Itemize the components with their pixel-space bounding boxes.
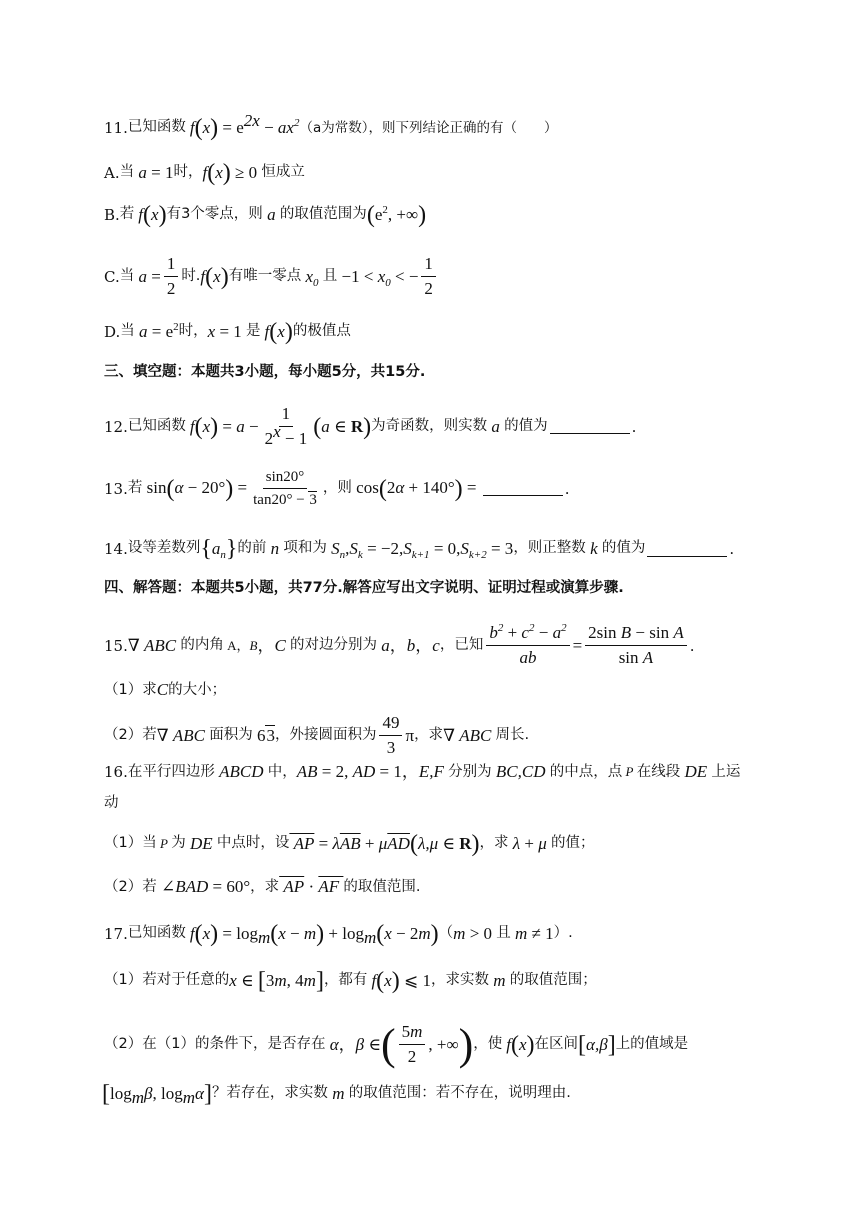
q13-text: 若 (127, 479, 143, 496)
question-11: 11. 已知函数 f ( x ) = $e^{2x}$ − $ax^2$ （a为常数），则下列结论正确的有（ ） (104, 110, 558, 141)
option-b-label: B. (104, 206, 120, 224)
question-15: 15. ∇ ABC 的内角 A， B ， C 的对边分别为 a ， b ， c ，已知 $\frac{b^2 + c^2 - a^2}{ab}$ = $\frac{\text{2sin B − sin A}}{\text{sin A}}$ . (104, 622, 695, 668)
q11-number: 11. (104, 119, 128, 137)
q15-number: 15. (104, 636, 128, 655)
section-3-heading: 三、填空题：本题共3小题，每小题5分，共15分. (104, 364, 426, 380)
q14-answer-blank[interactable] (647, 542, 727, 557)
q11-option-a: A. 当 a = 1 时， f ( x ) ≥ 0 恒成立 (104, 160, 305, 186)
q16-part-1: （1）当 P 为 DE 中点时，设 AP = λ $\overline{AB}$ + μ $\overline{AD}$ ( λ,μ ∈ R ) ，求 λ + μ 的值； (104, 831, 595, 857)
q11-option-d: D. 当 a = $e^2$ 时， x = 1 是 f ( x ) 的极值点 (104, 319, 351, 345)
q12-number: 12. (104, 417, 128, 436)
question-16: 16. 在平行四边形 ABCD 中， AB = 2, AD = 1 ， E,F 分别为 BC,CD 的中点，点 P 在线段 DE 上运 (104, 762, 741, 782)
q16-number: 16. (104, 763, 128, 782)
q11-note: （a为常数），则下列结论正确的有（ ） (299, 119, 558, 136)
option-d-label: D. (104, 323, 121, 341)
q14-text: 设等差数列 (127, 540, 201, 557)
question-13: 13. 若 sin ( α − 20° ) = $\frac{\sin 20^\circ}{\tan 20^\circ - 3}$ ，则 cos ( 2 α + 140° ) = . (104, 469, 570, 508)
q13-answer-blank[interactable] (483, 481, 563, 496)
q12-text: 已知函数 (127, 418, 186, 435)
section-4-heading: 四、解答题：本题共5小题，共77分.解答应写出文字说明、证明过程或演算步骤. (104, 580, 624, 596)
option-a-text: 当 (119, 164, 135, 181)
question-14: 14. 设等差数列 { $a_n$ } 的前 n 项和为 $S_n$ , $S_k$ = −2, $S_{k+1}$ = 0, $S_{k+2}$ = 3 ，则正整数 k 的值为 . (104, 536, 735, 562)
q15-text: 的内角 (180, 637, 224, 654)
option-c-text: 当 (119, 268, 135, 285)
option-a-label: A. (104, 164, 120, 182)
q15-part-2: （2）若 ∇ ABC 面积为 63 ，外接圆面积为 $\frac{49}{3}$ π ，求 ∇ ABC 周长. (104, 713, 530, 758)
option-c-label: C. (104, 267, 120, 286)
q17-number: 17. (104, 925, 128, 943)
q14-number: 14. (104, 540, 128, 558)
q13-number: 13. (104, 479, 128, 498)
q16-part-2: （2）若 ∠ BAD = 60° ，求 AP · AF 的取值范围. (104, 877, 421, 896)
q16-continued: 动 (104, 795, 119, 811)
q17-part-1: （1）若对于任意的 x ∈ [ 3 m , 4 m ] ，都有 f ( x ) ⩽ 1 ，求实数 m 的取值范围； (104, 968, 597, 994)
q17-part-2: （2）在（1）的条件下，是否存在 α ， β ∈ ( $\frac{5m}{2}$ , +∞ ) ，使 f ( x ) 在区间 [ α,β ] 上的值域是 (104, 1019, 689, 1069)
q12-answer-blank[interactable] (550, 419, 630, 434)
q16-text: 在平行四边形 (127, 763, 215, 780)
option-b-text: 若 (119, 206, 135, 223)
question-17: 17. 已知函数 f ( x ) = $\log_m$ ( x − m ) + $\log_m$ ( x − 2 m ) （ m > 0 且 m ≠ 1 ）. (104, 921, 573, 947)
q11-text: 已知函数 (127, 119, 186, 136)
question-12: 12. 已知函数 f ( x ) = a − $\frac{1}{2^x - 1}$ ( a ∈ R ) 为奇函数，则实数 a 的值为 . (104, 404, 637, 449)
q15-part-1: （1）求 C 的大小； (104, 680, 227, 699)
q17-text: 已知函数 (127, 925, 186, 942)
q11-option-b: B. 若 f ( x ) 有3个零点，则 a 的取值范围为 ( $e^2$, +∞ ) (104, 202, 427, 228)
option-d-text: 当 (120, 323, 135, 340)
q11-option-c: C. 当 a = $\frac{1}{2}$ 时. f ( x ) 有唯一零点 $x_0$ 且 −1 < $x_0$ < − $\frac{1}{2}$ (104, 254, 828, 300)
q11-formula: f (189, 117, 195, 137)
q17-part-2-continued: [ $\log_m$ β , $\log_m$ α ] ？若存在，求实数 m 的取值范围：若不存在，说明理由. (102, 1081, 571, 1107)
